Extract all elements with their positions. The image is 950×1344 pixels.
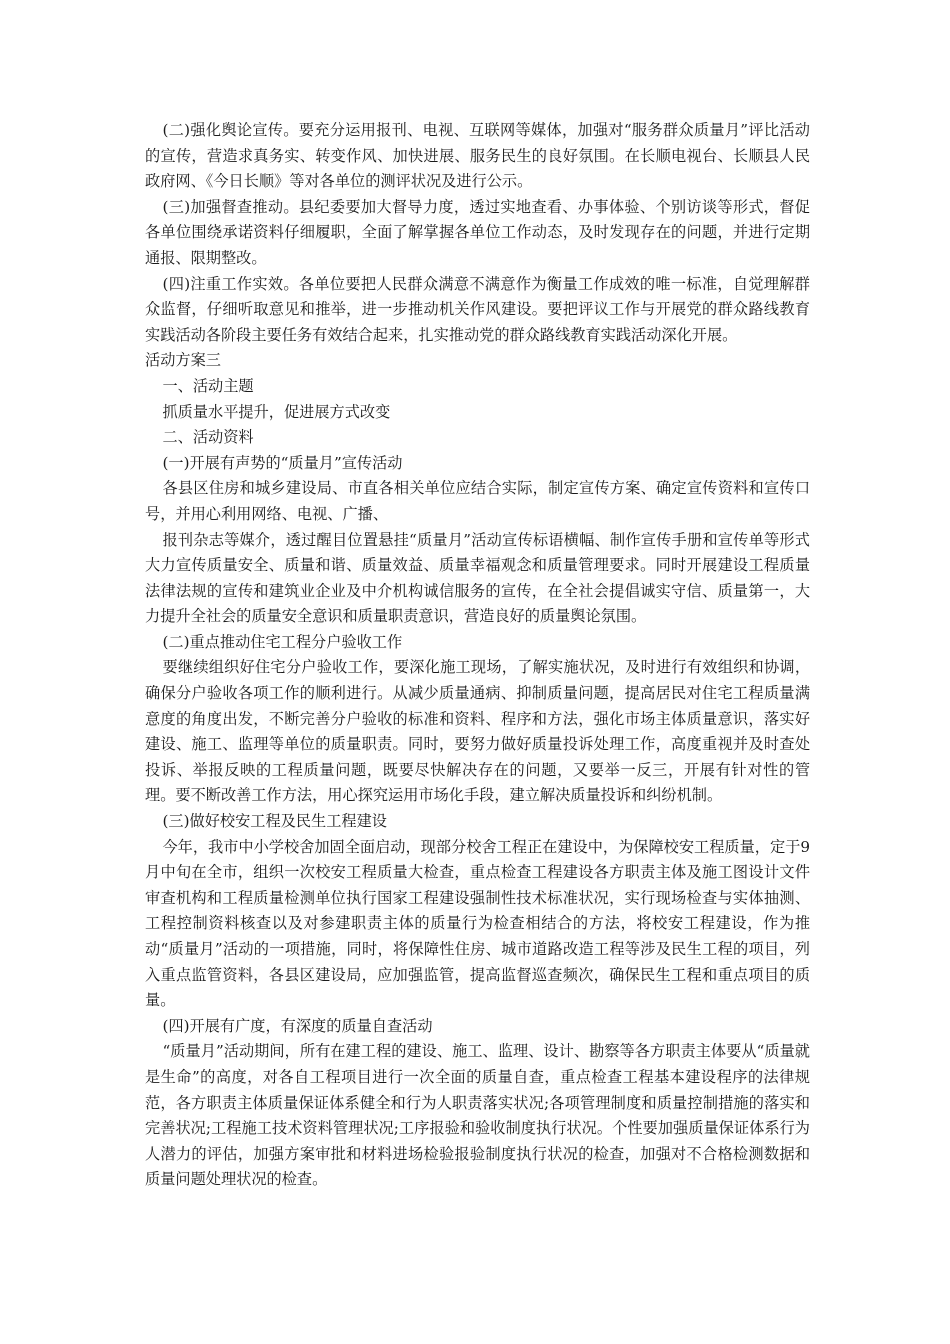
heading-activity-theme: 一、活动主题 xyxy=(162,376,254,395)
section-heading-plan-three: 活动方案三 xyxy=(145,351,221,370)
heading-activity-content: 二、活动资料 xyxy=(162,428,254,447)
paragraph-theme: 抓质量水平提升，促进展方式改变 xyxy=(162,402,391,421)
paragraph-effectiveness: (四)注重工作实效。各单位要把人民群众满意不满意作为衡量工作成效的唯一标准，自觉理解群众监督，仔细听取意见和推举，进一步推动机关作风建设。要把评议工作与开展党的群众路线教育实践活动各阶段主要任务有效结合起来，扎实推动党的群众路线教育实践活动深化开展。 xyxy=(145,274,810,344)
subheading-household-acceptance: (二)重点推动住宅工程分户验收工作 xyxy=(162,632,403,651)
paragraph-campaign-intro: 各县区住房和城乡建设局、市直各相关单位应结合实际，制定宣传方案、确定宣传资料和宣传口号，并用心利用网络、电视、广播、 xyxy=(145,479,810,523)
document-body xyxy=(145,118,810,1193)
subheading-publicity-campaign: (一)开展有声势的“质量月”宣传活动 xyxy=(162,453,403,472)
paragraph-household-acceptance: 要继续组织好住宅分户验收工作，要深化施工现场，了解实施状况，及时进行有效组织和协调，确保分户验收各项工作的顺利进行。从减少质量通病、抑制质量问题，提高居民对住宅工程质量满意度的角度出发，不断完善分户验收的标准和资料、程序和方法，强化市场主体质量意识，落实好建设、施工、监理等单位的质量职责。同时，要努力做好质量投诉处理工作，高度重视并及时查处投诉、举报反映的工程质量问题，既要尽快解决存在的问题，又要举一反三，开展有针对性的管理。要不断改善工作方法，用心探究运用市场化手段，建立解决质量投诉和纠纷机制。 xyxy=(145,658,810,805)
paragraph-supervision: (三)加强督查推动。县纪委要加大督导力度，透过实地查看、办事体验、个别访谈等形式，督促各单位围绕承诺资料仔细履职，全面了解掌握各单位工作动态，及时发现存在的问题，并进行定期通报、限期整改。 xyxy=(145,197,810,267)
paragraph-school-safety: 今年，我市中小学校舍加固全面启动，现部分校舍工程正在建设中，为保障校安工程质量，定于9月中旬在全市，组织一次校安工程质量大检查，重点检查工程建设各方职责主体及施工图设计文件审查机构和工程质量检测单位执行国家工程建设强制性技术标准状况，实行现场检查与实体抽测、工程控制资料核查以及对参建职责主体的质量行为检查相结合的方法，将校安工程建设，作为推动“质量月”活动的一项措施，同时，将保障性住房、城市道路改造工程等涉及民生工程的项目，列入重点监管资料，各县区建设局，应加强监管，提高监督巡查频次，确保民生工程和重点项目的质量。 xyxy=(145,837,811,1010)
paragraph-campaign-media: 报刊杂志等媒介，透过醒目位置悬挂“质量月”活动宣传标语横幅、制作宣传手册和宣传单等形式大力宣传质量安全、质量和谐、质量效益、质量幸福观念和质量管理要求。同时开展建设工程质量法律法规的宣传和建筑业企业及中介机构诚信服务的宣传，在全社会提倡诚实守信、质量第一，大力提升全社会的质量安全意识和质量职责意识，营造良好的质量舆论氛围。 xyxy=(145,530,810,626)
paragraph-self-inspection: “质量月”活动期间，所有在建工程的建设、施工、监理、设计、勘察等各方职责主体要从“质量就是生命”的高度，对各自工程项目进行一次全面的质量自查，重点检查工程基本建设程序的法律规范，各方职责主体质量保证体系健全和行为人职责落实状况;各项管理制度和质量控制措施的落实和完善状况;工程施工技术资料管理状况;工序报验和验收制度执行状况。个性要加强质量保证体系行为人潜力的评估，加强方案审批和材料进场检验报验制度执行状况的检查，加强对不合格检测数据和质量问题处理状况的检查。 xyxy=(145,1042,810,1189)
paragraph-publicity: (二)强化舆论宣传。要充分运用报刊、电视、互联网等媒体，加强对“服务群众质量月”评比活动的宣传，营造求真务实、转变作风、加快进展、服务民生的良好氛围。在长顺电视台、长顺县人民政府网、《今日长顺》等对各单位的测评状况及进行公示。 xyxy=(145,121,810,191)
subheading-school-safety: (三)做好校安工程及民生工程建设 xyxy=(162,812,387,831)
subheading-self-inspection: (四)开展有广度，有深度的质量自查活动 xyxy=(162,1016,433,1035)
